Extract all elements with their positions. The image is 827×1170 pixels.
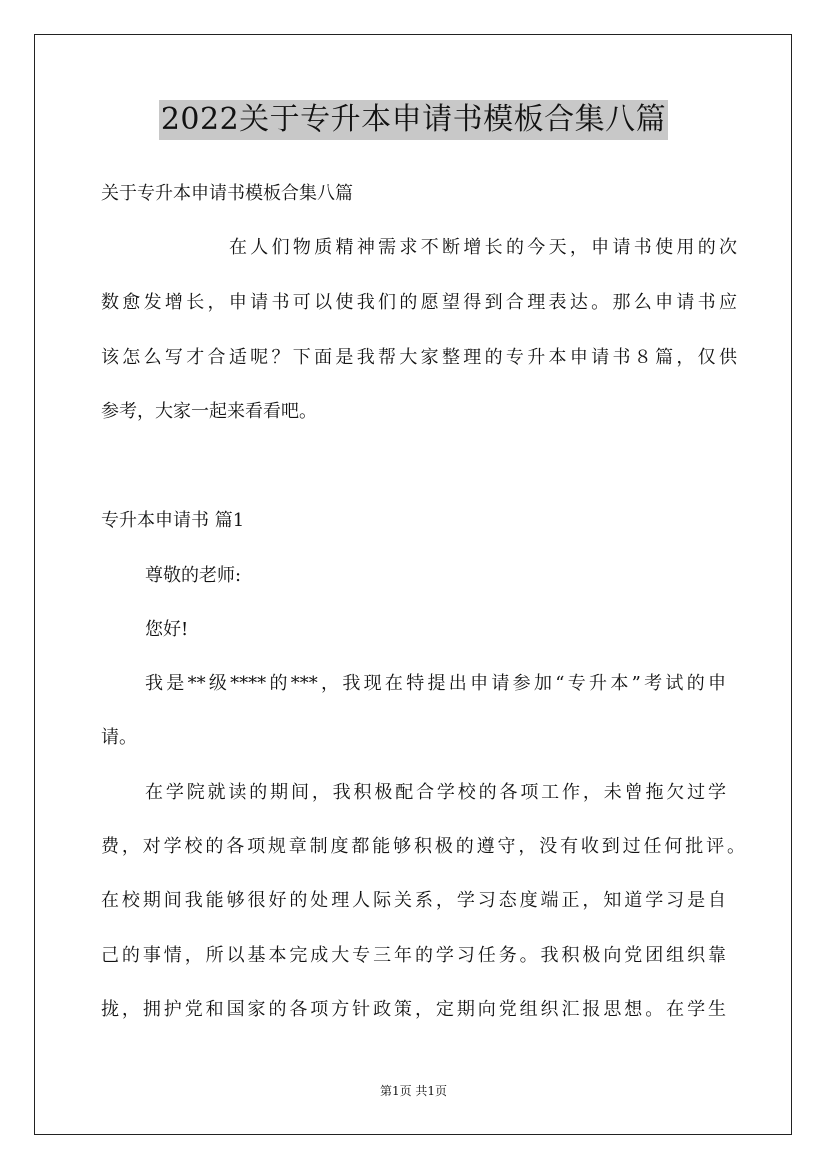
salutation: 尊敬的老师: xyxy=(145,565,242,586)
para1-line-1: 我是**级****的***，我现在特提出申请参加“专升本”考试的申 xyxy=(145,673,726,694)
page-footer: 第1页 共1页 xyxy=(379,1084,448,1098)
intro-line-4: 参考，大家一起来看看吧。 xyxy=(101,401,317,422)
para2-line-2: 费，对学校的各项规章制度都能够积极的遵守，没有收到过任何批评。 xyxy=(101,836,745,857)
intro-line-3: 该怎么写才合适呢？下面是我帮大家整理的专升本申请书８篇，仅供 xyxy=(101,347,737,368)
para1-line-2: 请。 xyxy=(101,727,137,748)
para2-line-5: 拢，拥护党和国家的各项方针政策，定期向党组织汇报思想。在学生 xyxy=(101,999,726,1020)
para2-line-4: 己的事情，所以基本完成大专三年的学习任务。我积极向党团组织靠 xyxy=(101,945,726,966)
document-title: 2022关于专升本申请书模板合集八篇 xyxy=(159,100,668,140)
greeting: 您好! xyxy=(145,619,189,640)
intro-line-1: 在人们物质精神需求不断增长的今天，申请书使用的次 xyxy=(229,237,737,258)
intro-line-2: 数愈发增长，申请书可以使我们的愿望得到合理表达。那么申请书应 xyxy=(101,292,737,313)
document-subtitle: 关于专升本申请书模板合集八篇 xyxy=(101,183,353,204)
title-wrap xyxy=(0,100,827,140)
section-heading: 专升本申请书 篇1 xyxy=(101,510,245,531)
para2-line-3: 在校期间我能够很好的处理人际关系，学习态度端正，知道学习是自 xyxy=(101,890,726,911)
para2-line-1: 在学院就读的期间，我积极配合学校的各项工作，未曾拖欠过学 xyxy=(145,782,726,803)
